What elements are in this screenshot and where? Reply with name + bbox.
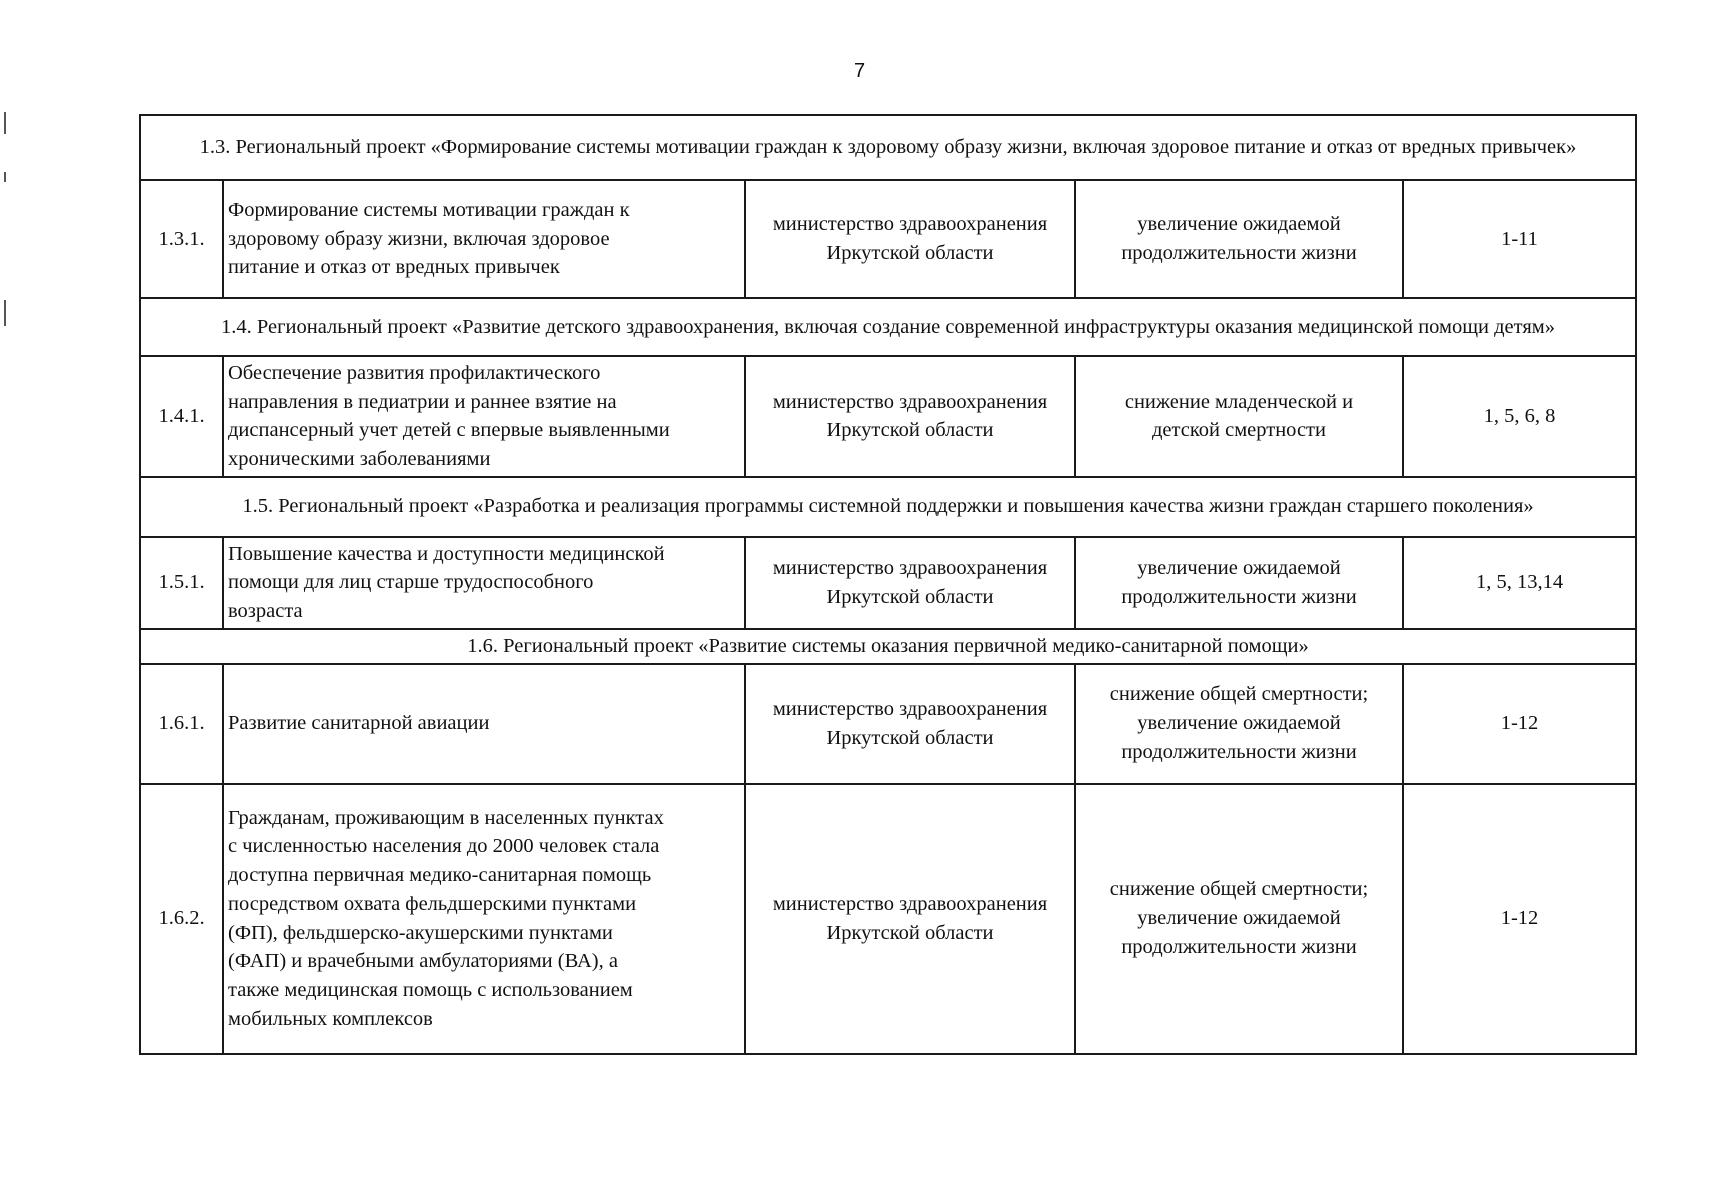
projects-table	[139, 114, 1637, 1055]
section-row	[140, 477, 1636, 537]
row-responsible: министерство здравоохранения Иркутской области	[745, 356, 1075, 477]
table-row	[140, 537, 1636, 629]
section-row	[140, 298, 1636, 356]
section-title: 1.3. Региональный проект «Формирование системы мотивации граждан к здоровому образу жизни, включая здоровое питание и отказ от вредных привычек»	[140, 115, 1636, 180]
row-link: 1-12	[1403, 664, 1636, 784]
section-title: 1.5. Региональный проект «Разработка и реализация программы системной поддержки и повышения качества жизни граждан старшего поколения»	[140, 477, 1636, 537]
row-number: 1.3.1.	[140, 180, 223, 298]
row-result: увеличение ожидаемой продолжительности жизни	[1075, 537, 1403, 629]
section-row	[140, 629, 1636, 664]
section-title: 1.4. Региональный проект «Развитие детского здравоохранения, включая создание современной инфраструктуры оказания медицинской помощи детям»	[140, 298, 1636, 356]
table-row	[140, 664, 1636, 784]
row-description: Повышение качества и доступности медицинской помощи для лиц старше трудоспособного возраста	[223, 537, 745, 629]
row-description: Развитие санитарной авиации	[223, 664, 745, 784]
section-title: 1.6. Региональный проект «Развитие системы оказания первичной медико-санитарной помощи»	[140, 629, 1636, 664]
scan-edge-mark	[4, 300, 6, 326]
row-result: снижение общей смертности; увеличение ожидаемой продолжительности жизни	[1075, 784, 1403, 1054]
row-number: 1.6.2.	[140, 784, 223, 1054]
table-row	[140, 356, 1636, 477]
page-number: 7	[853, 60, 866, 82]
row-description: Гражданам, проживающим в населенных пунктах с численностью населения до 2000 человек стала доступна первичная медико-санитарная помощь посредством охвата фельдшерскими пунктами (ФП), фельдшерско-акушерскими пунктами (ФАП) и врачебными амбулаториями (ВА), а также медицинская помощь с использованием мобильных комплексов	[223, 784, 745, 1054]
row-responsible: министерство здравоохранения Иркутской области	[745, 180, 1075, 298]
row-responsible: министерство здравоохранения Иркутской области	[745, 664, 1075, 784]
row-number: 1.5.1.	[140, 537, 223, 629]
row-result: снижение общей смертности; увеличение ожидаемой продолжительности жизни	[1075, 664, 1403, 784]
row-link: 1-12	[1403, 784, 1636, 1054]
table-row	[140, 180, 1636, 298]
row-result: увеличение ожидаемой продолжительности жизни	[1075, 180, 1403, 298]
row-link: 1-11	[1403, 180, 1636, 298]
row-result: снижение младенческой и детской смертности	[1075, 356, 1403, 477]
section-row	[140, 115, 1636, 180]
row-responsible: министерство здравоохранения Иркутской области	[745, 784, 1075, 1054]
table-row	[140, 784, 1636, 1054]
scan-edge-mark	[4, 112, 6, 134]
row-responsible: министерство здравоохранения Иркутской области	[745, 537, 1075, 629]
row-description: Обеспечение развития профилактического направления в педиатрии и раннее взятие на диспансерный учет детей с впервые выявленными хроническими заболеваниями	[223, 356, 745, 477]
row-description: Формирование системы мотивации граждан к здоровому образу жизни, включая здоровое питание и отказ от вредных привычек	[223, 180, 745, 298]
row-link: 1, 5, 13,14	[1403, 537, 1636, 629]
scan-edge-mark	[4, 172, 6, 182]
row-link: 1, 5, 6, 8	[1403, 356, 1636, 477]
row-number: 1.6.1.	[140, 664, 223, 784]
row-number: 1.4.1.	[140, 356, 223, 477]
